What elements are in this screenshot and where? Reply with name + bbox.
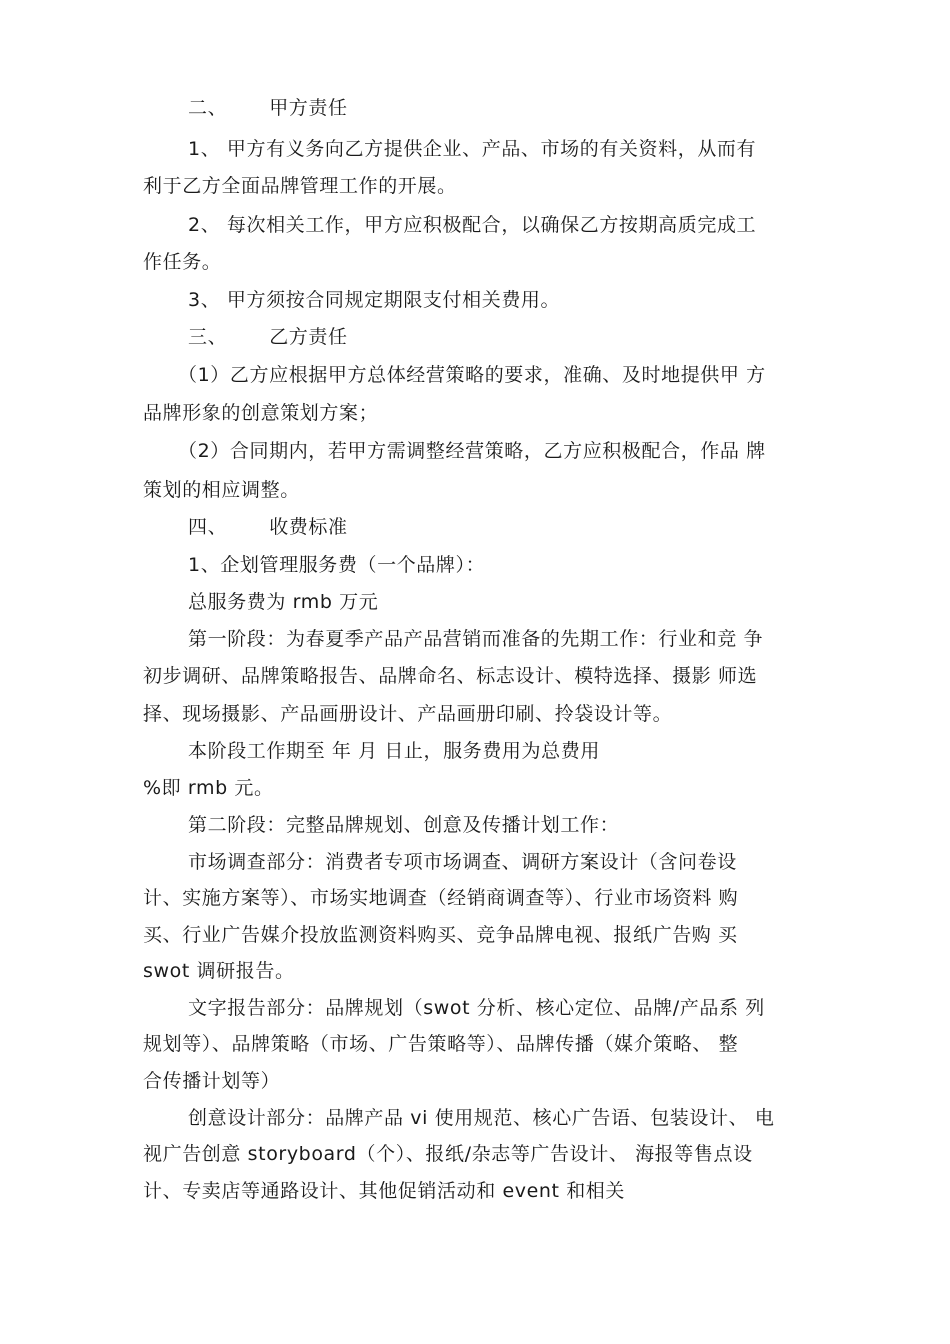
paragraph-line: 第一阶段：为春夏季产品产品营销而准备的先期工作：行业和竞 争: [188, 628, 764, 650]
paragraph-line: 第二阶段：完整品牌规划、创意及传播计划工作：: [188, 814, 620, 836]
section-heading-fees: [188, 514, 878, 540]
paragraph-line: 2、 每次相关工作，甲方应积极配合，以确保乙方按期高质完成工: [188, 214, 757, 236]
section-title: 甲方责任: [269, 97, 348, 119]
paragraph-line: 利于乙方全面品牌管理工作的开展。: [143, 175, 457, 197]
section-number: 三、: [188, 326, 228, 348]
paragraph-line: 1、 甲方有义务向乙方提供企业、产品、市场的有关资料，从而有: [188, 138, 757, 160]
paragraph-line: 本阶段工作期至 年 月 日止，服务费用为总费用: [188, 740, 600, 762]
paragraph-line: 规划等）、品牌策略（市场、广告策略等）、品牌传播（媒介策略、 整: [143, 1033, 739, 1055]
paragraph-line: swot 调研报告。: [143, 960, 295, 982]
section-title: 乙方责任: [269, 326, 348, 348]
section-number: 二、: [188, 97, 228, 119]
paragraph-line: 作任务。: [143, 251, 222, 273]
paragraph-line: 计、专卖店等通路设计、其他促销活动和 event 和相关: [143, 1180, 625, 1202]
paragraph-line: 1、企划管理服务费（一个品牌）：: [188, 554, 486, 576]
section-heading-party-a: [188, 95, 878, 121]
paragraph-line: 文字报告部分：品牌规划（swot 分析、核心定位、品牌/产品系 列: [188, 997, 765, 1019]
paragraph-line: 买、行业广告媒介投放监测资料购买、竞争品牌电视、报纸广告购 买: [143, 924, 738, 946]
paragraph-line: （1）乙方应根据甲方总体经营策略的要求，准确、及时地提供甲 方: [178, 364, 766, 386]
paragraph-line: 计、实施方案等）、市场实地调查（经销商调查等）、行业市场资料 购: [143, 887, 739, 909]
paragraph-line: （2）合同期内，若甲方需调整经营策略，乙方应积极配合，作品 牌: [178, 440, 766, 462]
section-heading-party-b: [188, 324, 878, 350]
paragraph-line: 3、 甲方须按合同规定期限支付相关费用。: [188, 289, 561, 311]
paragraph-line: %即 rmb 元。: [143, 777, 274, 799]
paragraph-line: 择、现场摄影、产品画册设计、产品画册印刷、拎袋设计等。: [143, 703, 673, 725]
paragraph-line: 合传播计划等）: [143, 1070, 281, 1092]
section-number: 四、: [188, 516, 228, 538]
paragraph-line: 创意设计部分：品牌产品 vi 使用规范、核心广告语、包装设计、 电: [188, 1107, 775, 1129]
paragraph-line: 市场调查部分：消费者专项市场调查、调研方案设计（含问卷设: [188, 851, 737, 873]
section-title: 收费标准: [269, 516, 348, 538]
paragraph-line: 策划的相应调整。: [143, 479, 300, 501]
paragraph-line: 品牌形象的创意策划方案；: [143, 402, 379, 424]
paragraph-line: 总服务费为 rmb 万元: [188, 591, 379, 613]
paragraph-line: 视广告创意 storyboard（个）、报纸/杂志等广告设计、 海报等售点设: [143, 1143, 753, 1165]
paragraph-line: 初步调研、品牌策略报告、品牌命名、标志设计、模特选择、摄影 师选: [143, 665, 758, 687]
